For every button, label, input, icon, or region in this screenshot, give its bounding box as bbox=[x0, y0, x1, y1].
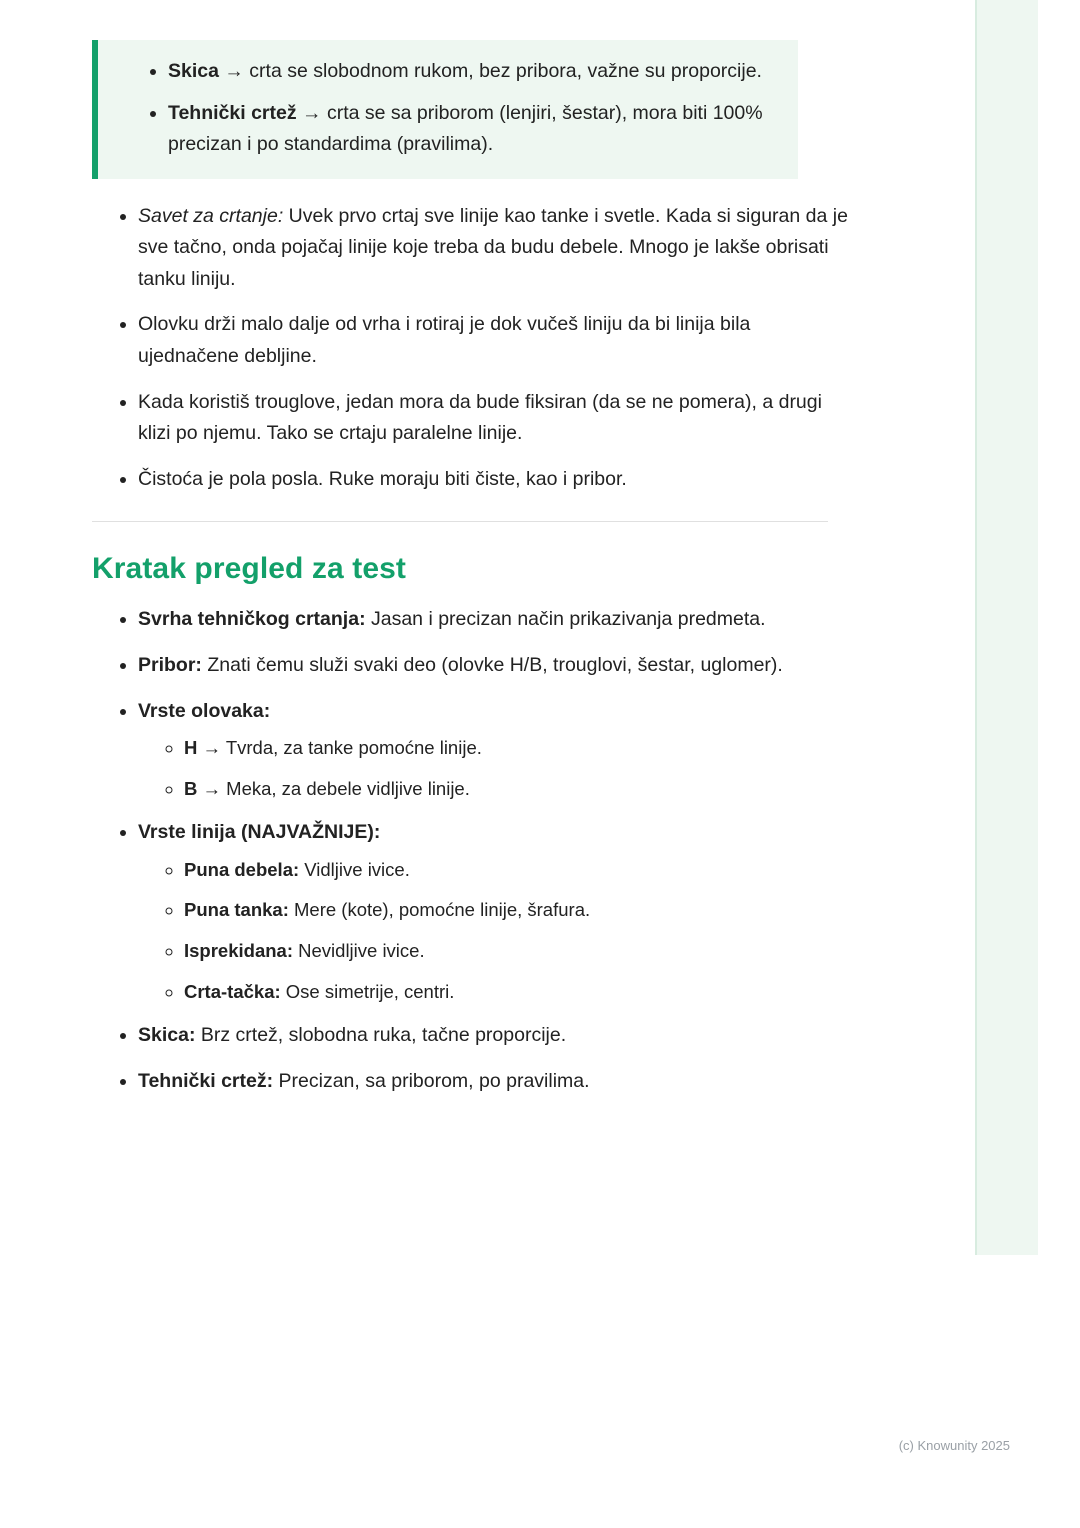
callout-list bbox=[122, 56, 774, 161]
list-item bbox=[184, 977, 852, 1007]
document-content bbox=[92, 40, 852, 1111]
callout-item-term: Tehnički crtež bbox=[168, 101, 297, 124]
list-item bbox=[138, 387, 852, 450]
list-item bbox=[138, 464, 852, 496]
summary-item-text: Brz crtež, slobodna ruka, tačne proporcije. bbox=[195, 1024, 567, 1047]
summary-item-text: Precizan, sa priborom, po pravilima. bbox=[273, 1069, 590, 1092]
callout-item-text: → crta se slobodnom rukom, bez pribora, važne su proporcije. bbox=[218, 60, 762, 82]
callout-item-text: → crta se sa priborom (lenjiri, šestar), mora biti 100% precizan i po standardima (pravilima). bbox=[168, 101, 763, 156]
sub-item-term: B bbox=[184, 777, 198, 799]
tip-text: Olovku drži malo dalje od vrha i rotiraj je dok vučeš liniju da bi linija bila ujednačene debljine. bbox=[138, 313, 751, 368]
list-item bbox=[138, 1020, 852, 1052]
list-item bbox=[168, 56, 774, 88]
summary-item-term: Svrha tehničkog crtanja: bbox=[138, 608, 366, 631]
sub-item-text: → Tvrda, za tanke pomoćne linije. bbox=[197, 737, 482, 759]
list-item bbox=[184, 774, 852, 804]
summary-item-term: Vrste linija (NAJVAŽNIJE): bbox=[138, 821, 381, 844]
list-item bbox=[168, 98, 774, 161]
sub-item-term: Crta-tačka: bbox=[184, 980, 281, 1002]
summary-sublist bbox=[138, 733, 852, 803]
summary-item-text: Znati čemu služi svaki deo (olovke H/B, trouglovi, šestar, uglomer). bbox=[201, 653, 783, 676]
sub-item-text: Nevidljive ivice. bbox=[293, 940, 425, 962]
list-item bbox=[138, 1066, 852, 1098]
sub-item-text: Ose simetrije, centri. bbox=[280, 980, 455, 1002]
tips-section bbox=[92, 201, 852, 496]
summary-sublist bbox=[138, 855, 852, 1006]
list-item bbox=[184, 855, 852, 885]
list-item bbox=[138, 650, 852, 682]
tips-list bbox=[92, 201, 852, 496]
list-item bbox=[138, 604, 852, 636]
section-divider bbox=[92, 521, 828, 522]
sub-item-term: Puna debela: bbox=[184, 858, 300, 880]
summary-section bbox=[92, 552, 852, 1097]
tip-label: Savet za crtanje: bbox=[138, 204, 284, 227]
summary-item-term: Vrste olovaka: bbox=[138, 699, 271, 722]
list-item bbox=[138, 696, 852, 804]
page-right-strip bbox=[975, 0, 1038, 1255]
summary-item-term: Skica: bbox=[138, 1024, 196, 1047]
summary-item-text: Jasan i precizan način prikazivanja predmeta. bbox=[365, 608, 766, 631]
list-item bbox=[184, 895, 852, 925]
summary-list bbox=[92, 604, 852, 1097]
list-item bbox=[184, 936, 852, 966]
tip-text: Čistoća je pola posla. Ruke moraju biti čiste, kao i pribor. bbox=[138, 467, 627, 490]
list-item bbox=[138, 201, 852, 296]
callout-item-term: Skica bbox=[168, 60, 219, 82]
sub-item-text: Vidljive ivice. bbox=[299, 858, 410, 880]
list-item bbox=[138, 309, 852, 372]
definition-callout bbox=[92, 40, 798, 179]
summary-item-term: Tehnički crtež: bbox=[138, 1069, 274, 1092]
list-item bbox=[138, 817, 852, 1006]
sub-item-term: Puna tanka: bbox=[184, 899, 289, 921]
tip-text: Uvek prvo crtaj sve linije kao tanke i svetle. Kada si siguran da je sve tačno, onda pojačaj linije koje treba da budu debele. Mnogo je lakše obrisati tanku liniju. bbox=[138, 204, 848, 290]
tip-text: Kada koristiš trouglove, jedan mora da bude fiksiran (da se ne pomera), a drugi klizi po njemu. Tako se crtaju paralelne linije. bbox=[138, 390, 822, 445]
page-title: Kratak pregled za test bbox=[92, 552, 406, 586]
sub-item-text: Mere (kote), pomoćne linije, šrafura. bbox=[288, 899, 591, 921]
list-item bbox=[184, 733, 852, 763]
summary-item-term: Pribor: bbox=[138, 653, 202, 676]
sub-item-term: Isprekidana: bbox=[184, 940, 293, 962]
sub-item-term: H bbox=[184, 737, 198, 759]
sub-item-text: → Meka, za debele vidljive linije. bbox=[197, 777, 470, 799]
footer-copyright: (c) Knowunity 2025 bbox=[898, 1438, 1010, 1453]
